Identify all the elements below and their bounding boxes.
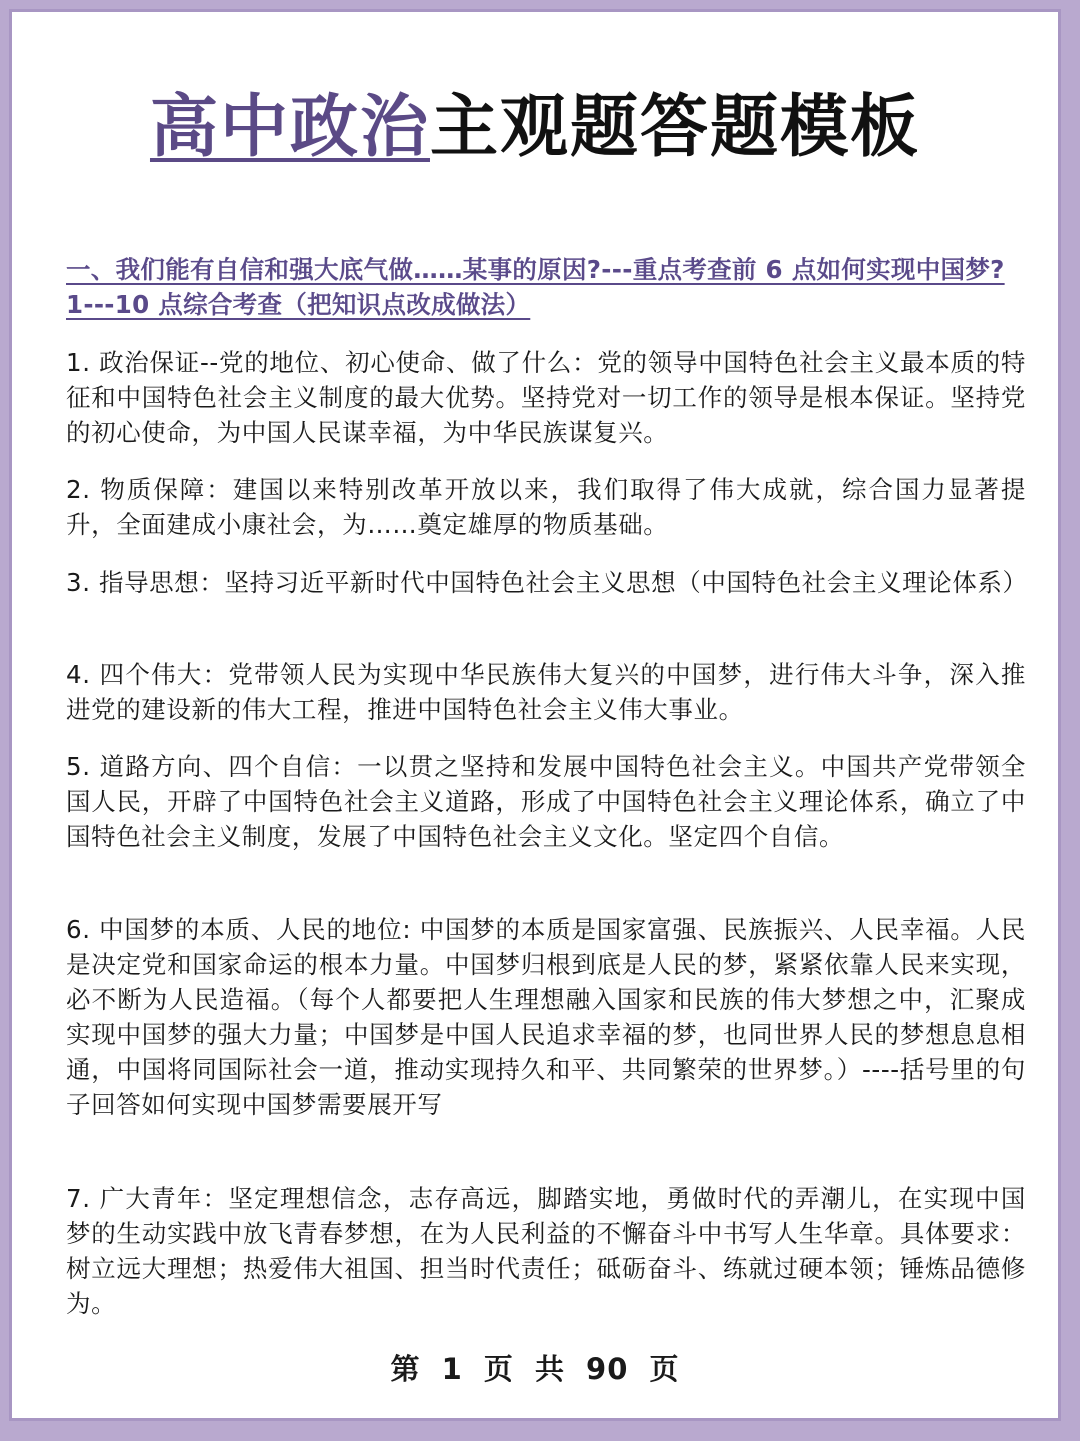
list-item-1: 1. 政治保证--党的地位、初心使命、做了什么：党的领导中国特色社会主义最本质的特征和中国特色社会主义制度的最大优势。坚持党对一切工作的领导是根本保证。坚持党的初心使命，为中国人民谋幸福，为中华民族谋复兴。 [66, 348, 1026, 447]
section-heading: 一、我们能有自信和强大底气做……某事的原因?---重点考查前 6 点如何实现中国梦? 1---10 点综合考查（把知识点改成做法） [66, 255, 1005, 319]
page-number: 第 1 页 共 90 页 [390, 1352, 680, 1386]
page-title [12, 88, 1058, 168]
list-item-5: 5. 道路方向、四个自信：一以贯之坚持和发展中国特色社会主义。中国共产党带领全国人民，开辟了中国特色社会主义道路，形成了中国特色社会主义理论体系，确立了中国特色社会主义制度，发展了中国特色社会主义文化。坚定四个自信。 [66, 752, 1026, 851]
page-content [12, 12, 1058, 1418]
list-item-3: 3. 指导思想：坚持习近平新时代中国特色社会主义思想（中国特色社会主义理论体系） [66, 568, 1028, 597]
list-item-2: 2. 物质保障：建国以来特别改革开放以来，我们取得了伟大成就，综合国力显著提升，全面建成小康社会，为……奠定雄厚的物质基础。 [66, 475, 1026, 539]
list-item-6: 6. 中国梦的本质、人民的地位: 中国梦的本质是国家富强、民族振兴、人民幸福。人民是决定党和国家命运的根本力量。中国梦归根到底是人民的梦，紧紧依靠人民来实现，必不断为人民造福。（每个人都要把人生理想融入国家和民族的伟大梦想之中，汇聚成实现中国梦的强大力量；中国梦是中国人民追求幸福的梦，也同世界人民的梦想息息相通，中国将同国际社会一道，推动实现持久和平、共同繁荣的世界梦。）----括号里的句子回答如何实现中国梦需要展开写 [66, 915, 1026, 1119]
list-item-4: 4. 四个伟大：党带领人民为实现中华民族伟大复兴的中国梦，进行伟大斗争，深入推进党的建设新的伟大工程，推进中国特色社会主义伟大事业。 [66, 660, 1026, 724]
list-item-7: 7. 广大青年：坚定理想信念，志存高远，脚踏实地，勇做时代的弄潮儿，在实现中国梦的生动实践中放飞青春梦想，在为人民利益的不懈奋斗中书写人生华章。具体要求：树立远大理想；热爱伟大祖国、担当时代责任；砥砺奋斗、练就过硬本领；锤炼品德修为。 [66, 1184, 1026, 1318]
title-highlight: 高中政治 [149, 88, 430, 167]
title-rest: 主观题答题模板 [430, 88, 921, 167]
document-page [9, 9, 1061, 1421]
